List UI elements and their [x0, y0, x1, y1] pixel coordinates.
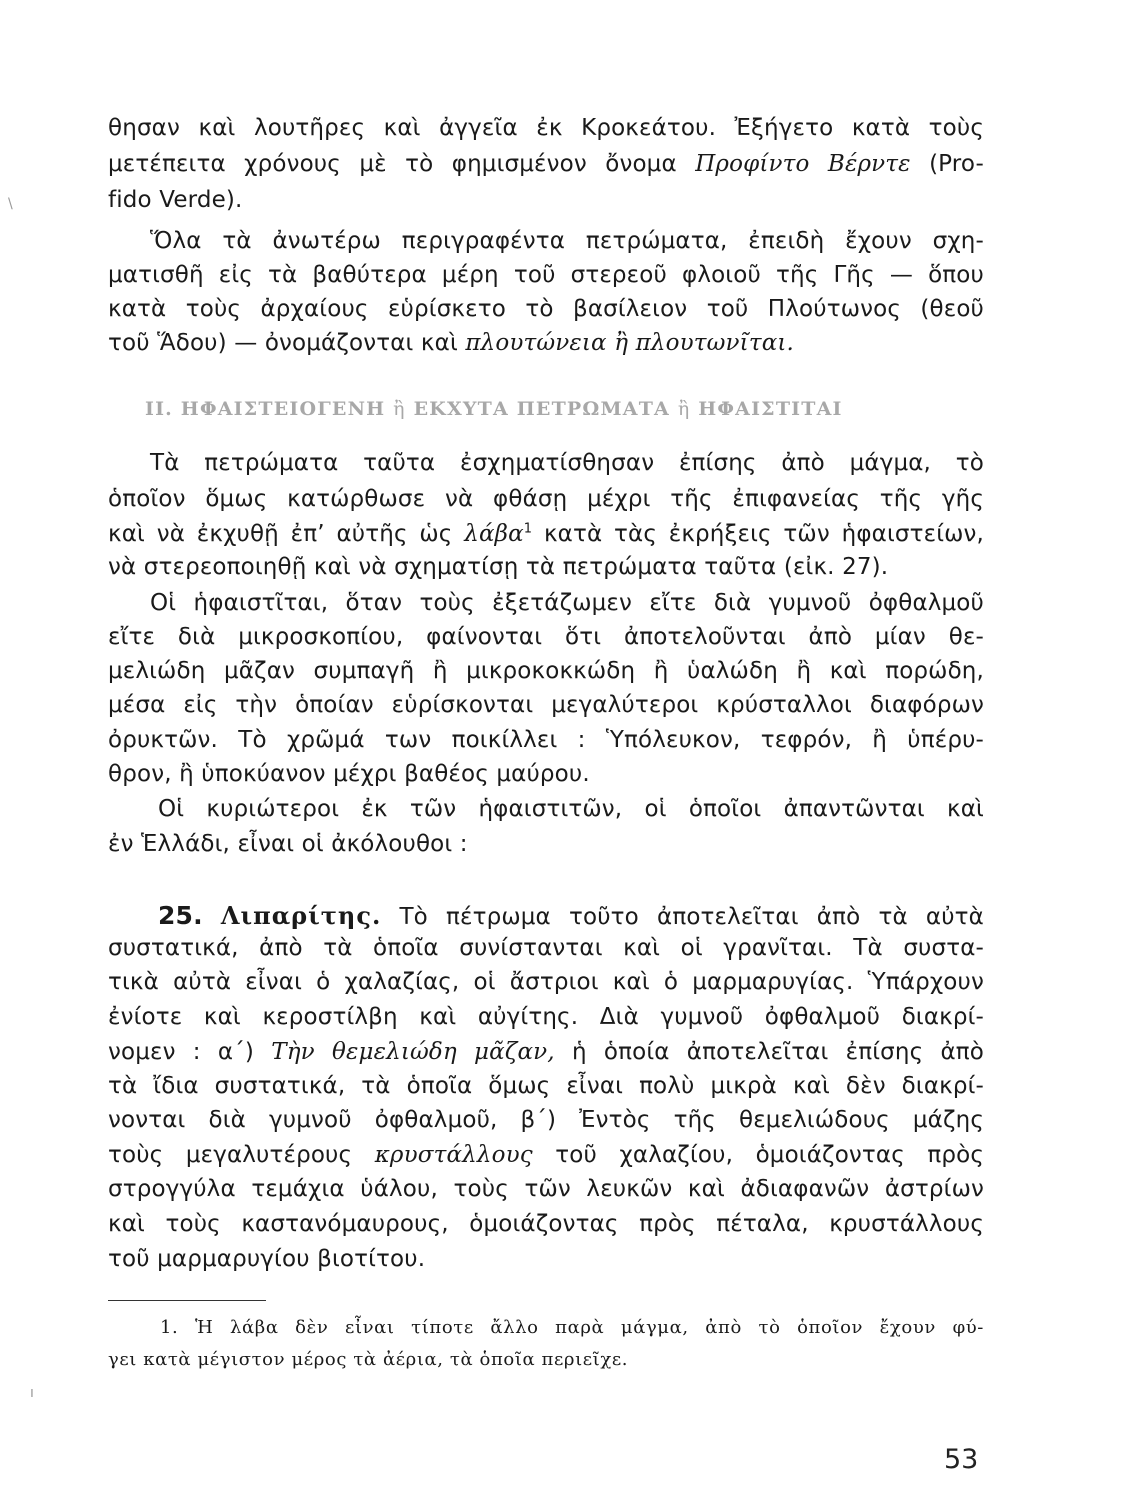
section-number: 25. — [158, 901, 203, 930]
section25-line5: νομεν : α΄) Τὴν θεμελιώδη μᾶζαν, ἡ ὁποία ἀποτελεῖται ἐπίσης ἀπὸ — [108, 1039, 985, 1065]
section25-line9: στρογγύλα τεμάχια ὑάλου, τοὺς τῶν λευκῶν καὶ ἀδιαφανῶν ἀστρίων — [108, 1176, 984, 1202]
footnote-line1: 1. Ἡ λάβα δὲν εἶναι τίποτε ἄλλο παρὰ μάγμα, ἀπὸ τὸ ὁποῖον ἔχουν φύ- — [160, 1317, 984, 1338]
section25-line4: ἐνίοτε καὶ κεροστίλβη καὶ αὐγίτης. Διὰ γυμνοῦ ὀφθαλμοῦ διακρί- — [108, 1004, 984, 1030]
para2-line3: κατὰ τοὺς ἀρχαίους εὑρίσκετο τὸ βασίλειον τοῦ Πλούτωνος (θεοῦ — [108, 296, 984, 322]
para4-line3: μελιώδη μᾶζαν συμπαγῆ ἢ μικροκοκκώδη ἢ ὑαλώδη ἢ καὶ πορώδη, — [108, 658, 984, 684]
para1-line2: μετέπειτα χρόνους μὲ τὸ φημισμένον ὄνομα Προφίντο Βέρντε (Pro- — [108, 151, 984, 177]
footnote-divider — [108, 1300, 266, 1301]
section25-line8: τοὺς μεγαλυτέρους κρυστάλλους τοῦ χαλαζίου, ὁμοιάζοντας πρὸς — [108, 1142, 985, 1168]
para3-line4: νὰ στερεοποιηθῇ καὶ νὰ σχηματίσῃ τὰ πετρώματα ταῦτα (εἰκ. 27). — [108, 554, 889, 580]
section25-line6: τὰ ἴδια συστατικά, τὰ ὁποῖα ὅμως εἶναι πολὺ μικρὰ καὶ δὲν διακρί- — [108, 1073, 984, 1099]
page-number: 53 — [944, 1444, 979, 1475]
section25-line7: νονται διὰ γυμνοῦ ὀφθαλμοῦ, β΄) Ἐντὸς τῆς θεμελιώδους μάζης — [108, 1107, 984, 1133]
para4-line6: θρον, ἢ ὑποκύανον μέχρι βαθέος μαύρου. — [108, 761, 590, 787]
section-heading: ΙΙ. ΗΦΑΙΣΤΕΙΟΓΕΝΗ ἢ ΕΚΧΥΤΑ ΠΕΤΡΩΜΑΤΑ ἢ ΗΦΑΙΣΤΙΤΑΙ — [145, 398, 843, 420]
para2-line4: τοῦ Ἅδου) — ὀνομάζονται καὶ πλουτώνεια ἢ πλουτωνῖται. — [108, 330, 795, 356]
para1-line3: fido Verde). — [108, 187, 243, 213]
section25-line10: καὶ τοὺς καστανόμαυρους, ὁμοιάζοντας πρὸς πέταλα, κρυστάλλους — [108, 1211, 984, 1237]
section-title: Λιπαρίτης. — [220, 901, 382, 930]
para2-line2: ματισθῆ εἰς τὰ βαθύτερα μέρη τοῦ στερεοῦ φλοιοῦ τῆς Γῆς — ὅπου — [108, 262, 984, 288]
para5-line2: ἐν Ἑλλάδι, εἶναι οἱ ἀκόλουθοι : — [108, 831, 468, 857]
para2-line1: Ὅλα τὰ ἀνωτέρω περιγραφέντα πετρώματα, ἐπειδὴ ἔχουν σχη- — [150, 228, 984, 254]
para1-line1: θησαν καὶ λουτῆρες καὶ ἀγγεῖα ἐκ Κροκεάτου. Ἐξήγετο κατὰ τοὺς — [108, 115, 984, 141]
footnote-line2: γει κατὰ μέγιστον μέρος τὰ ἀέρια, τὰ ὁποῖα περιεῖχε. — [108, 1349, 629, 1370]
scan-mark: ı — [30, 1385, 34, 1401]
para3-line3: καὶ νὰ ἐκχυθῇ ἐπ’ αὐτῆς ὡς λάβα$^1$ κατὰ τὰς ἐκρήξεις τῶν ἡφαιστείων, — [108, 521, 984, 547]
para4-line5: ὀρυκτῶν. Τὸ χρῶμά των ποικίλλει : Ὑπόλευκον, τεφρόν, ἢ ὑπέρυ- — [108, 727, 984, 753]
section25-line1: 25. Λιπαρίτης. Τὸ πέτρωμα τοῦτο ἀποτελεῖται ἀπὸ τὰ αὐτὰ — [158, 901, 984, 930]
para4-line4: μέσα εἰς τὴν ὁποίαν εὑρίσκονται μεγαλύτεροι κρύσταλλοι διαφόρων — [108, 692, 984, 718]
para5-line1: Οἱ κυριώτεροι ἐκ τῶν ἡφαιστιτῶν, οἱ ὁποῖοι ἀπαντῶνται καὶ — [158, 796, 984, 822]
para3-line2: ὁποῖον ὅμως κατώρθωσε νὰ φθάσῃ μέχρι τῆς ἐπιφανείας τῆς γῆς — [108, 486, 984, 512]
section25-line3: τικὰ αὐτὰ εἶναι ὁ χαλαζίας, οἱ ἄστριοι καὶ ὁ μαρμαρυγίας. Ὑπάρχουν — [108, 969, 984, 995]
para3-line1: Τὰ πετρώματα ταῦτα ἐσχηματίσθησαν ἐπίσης ἀπὸ μάγμα, τὸ — [150, 450, 984, 476]
scan-mark: \ — [8, 196, 13, 212]
para4-line1: Οἱ ἡφαιστῖται, ὅταν τοὺς ἐξετάζωμεν εἴτε διὰ γυμνοῦ ὀφθαλμοῦ — [150, 590, 984, 616]
section25-line2: συστατικά, ἀπὸ τὰ ὁποῖα συνίστανται καὶ οἱ γρανῖται. Τὰ συστα- — [108, 935, 984, 961]
para4-line2: εἴτε διὰ μικροσκοπίου, φαίνονται ὅτι ἀποτελοῦνται ἀπὸ μίαν θε- — [108, 624, 984, 650]
footnote-ref: 1 — [523, 521, 533, 537]
italic-name: Προφίντο Βέρντε — [695, 151, 911, 177]
section25-line11: τοῦ μαρμαρυγίου βιοτίτου. — [108, 1246, 426, 1272]
